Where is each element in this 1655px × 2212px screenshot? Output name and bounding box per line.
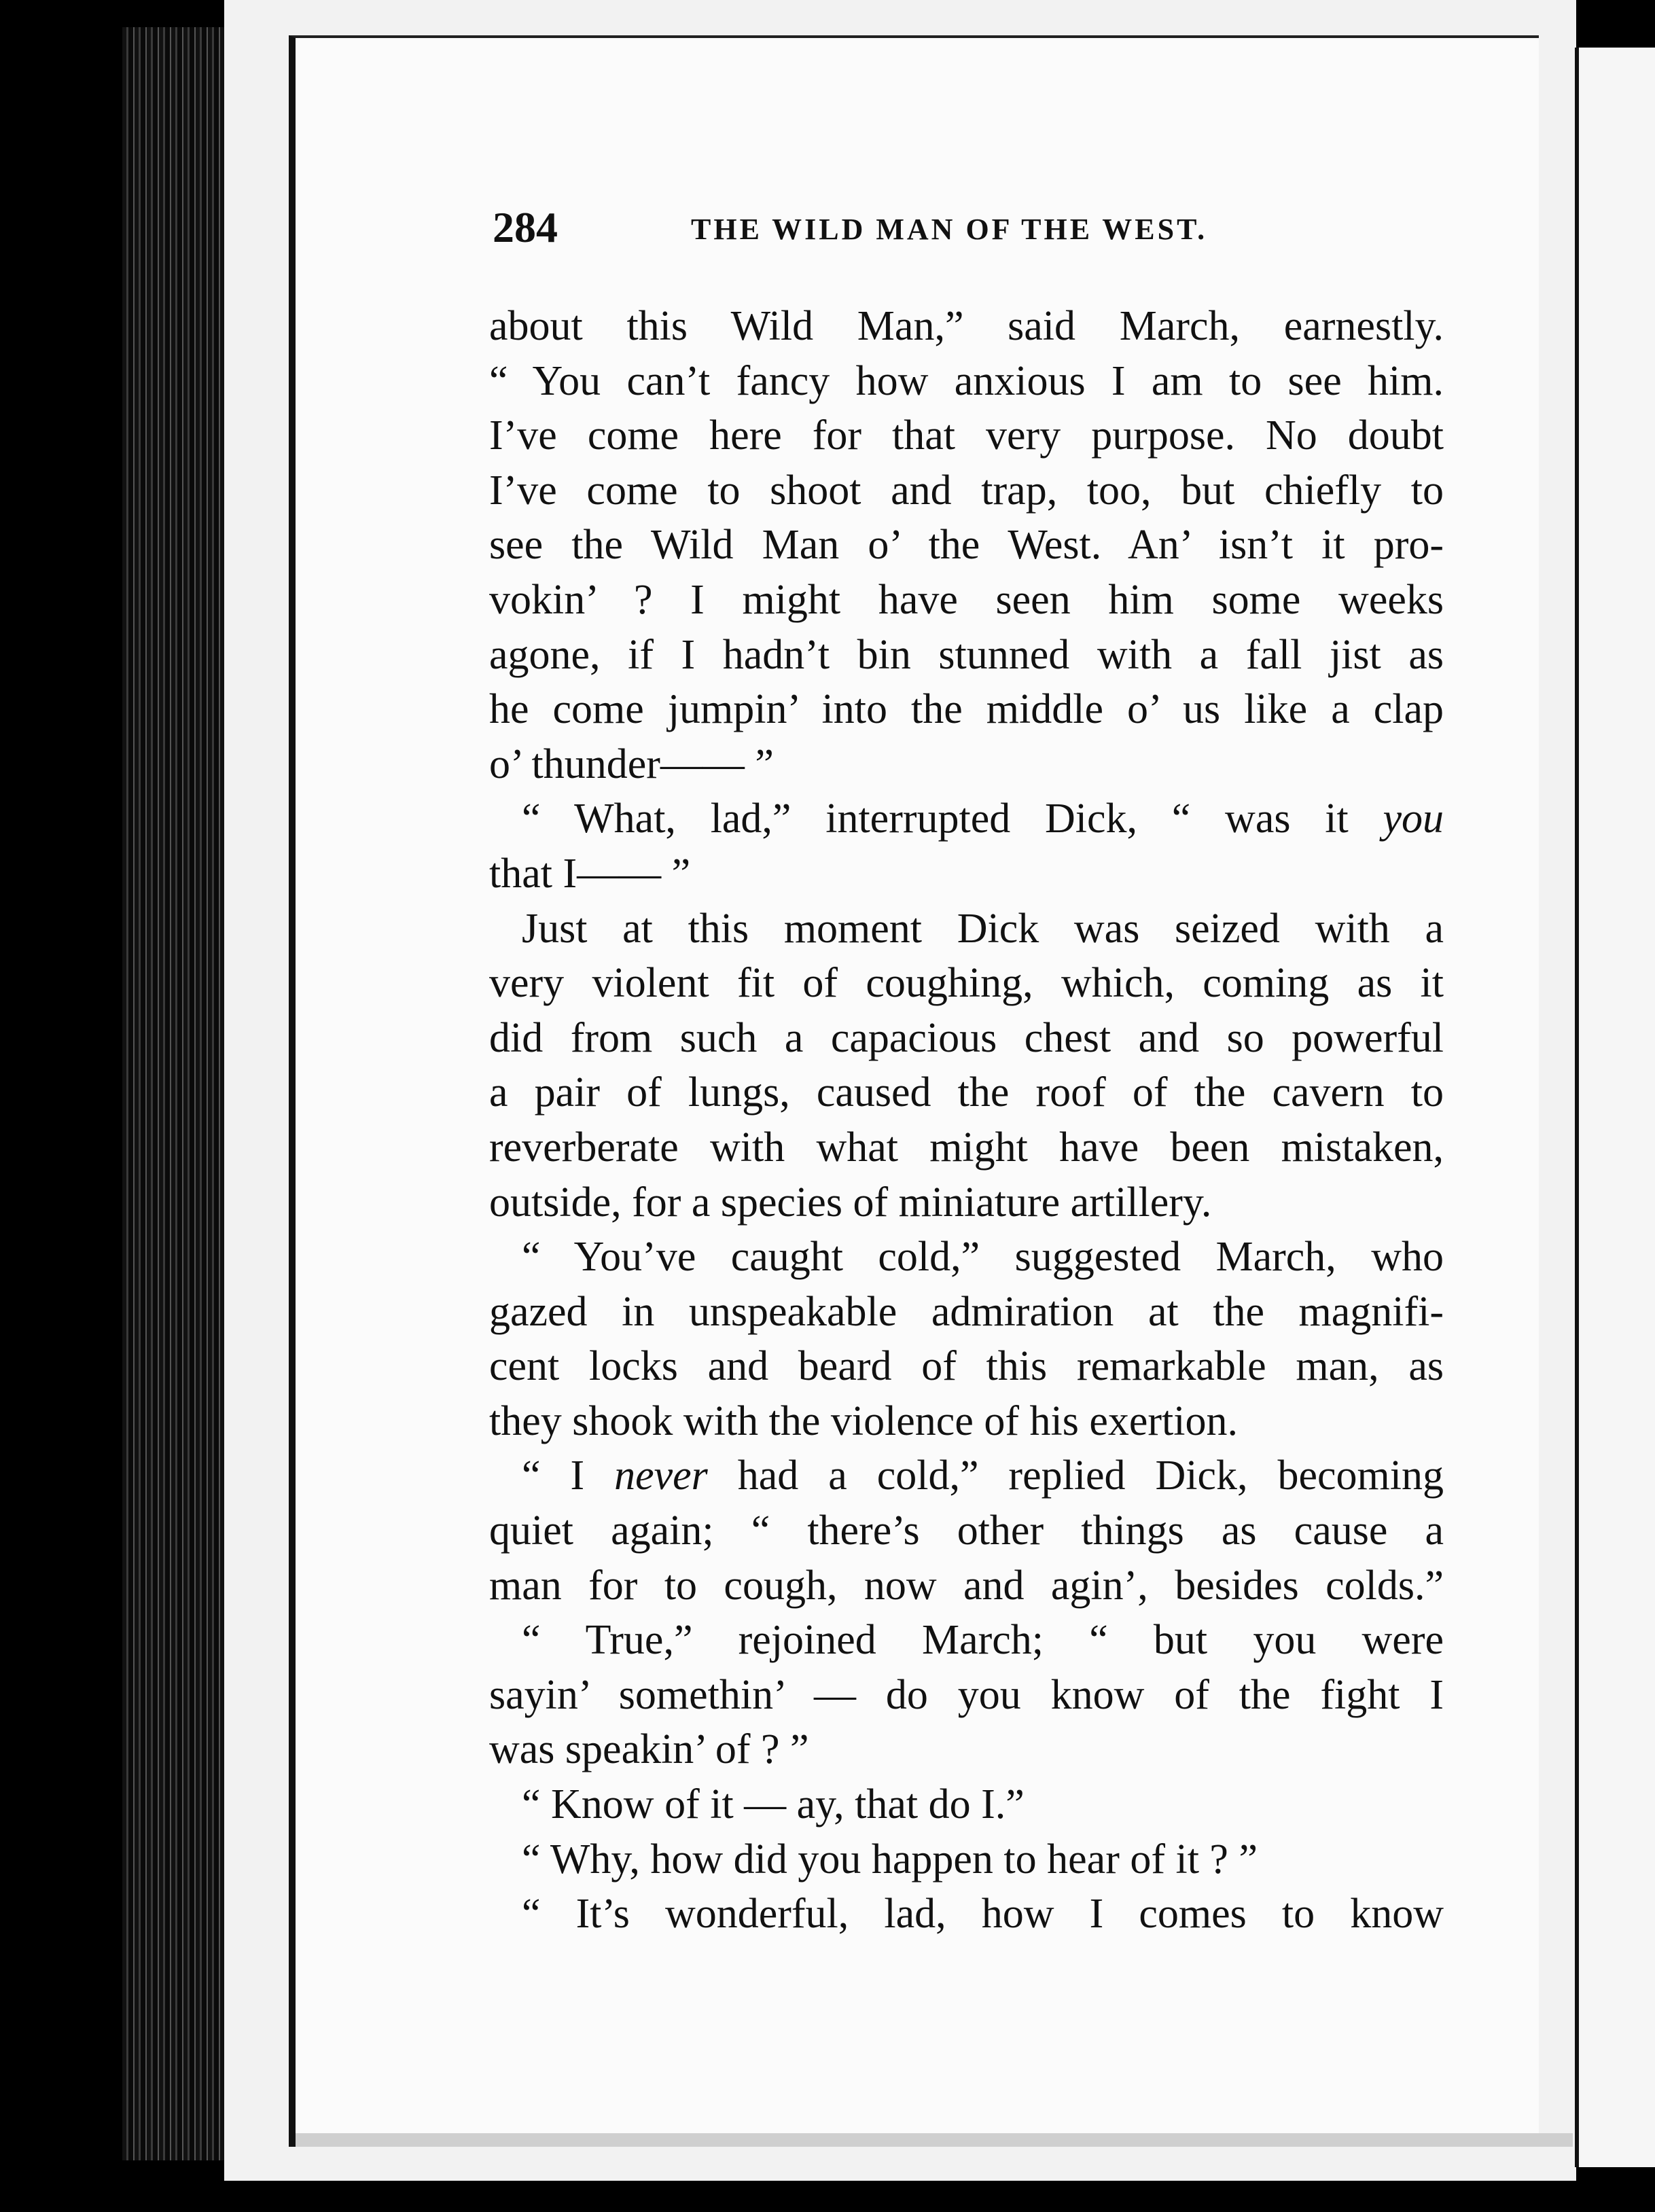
text-line: outside, for a species of miniature artillery. <box>489 1179 1212 1226</box>
text-line: “ What, lad,” interrupted Dick, “ was it you <box>522 796 1444 842</box>
text-line: “ It’s wonderful, lad, how I comes to know <box>522 1891 1444 1938</box>
text-line: vokin’ ? I might have seen him some weeks <box>489 576 1444 623</box>
text-line: see the Wild Man o’ the West. An’ isn’t it pro- <box>489 522 1444 569</box>
text-line: agone, if I hadn’t bin stunned with a fall jist as <box>489 631 1444 678</box>
text-line: they shook with the violence of his exertion. <box>489 1397 1238 1444</box>
page-bottom-edge <box>296 2133 1573 2147</box>
text-line: that I—— ” <box>489 850 691 897</box>
text-line: “ Why, how did you happen to hear of it ? ” <box>522 1836 1258 1883</box>
facing-page-sliver <box>1575 48 1655 2167</box>
text-line: “ You’ve caught cold,” suggested March, who <box>522 1234 1444 1281</box>
text-line: reverberate with what might have been mistaken, <box>489 1124 1444 1171</box>
text-line: “ Know of it — ay, that do I.” <box>522 1781 1025 1828</box>
text-line: I’ve come here for that very purpose. No doubt <box>489 412 1444 459</box>
text-line: sayin’ somethin’ — do you know of the fight I <box>489 1671 1444 1718</box>
text-line: was speakin’ of ? ” <box>489 1726 809 1773</box>
text-line: gazed in unspeakable admiration at the magnifi- <box>489 1288 1444 1335</box>
text-line: a pair of lungs, caused the roof of the cavern to <box>489 1069 1444 1116</box>
text-line: I’ve come to shoot and trap, too, but chiefly to <box>489 467 1444 514</box>
text-line: about this Wild Man,” said March, earnestly. <box>489 303 1444 349</box>
text-line: did from such a capacious chest and so powerful <box>489 1014 1444 1061</box>
running-title: THE WILD MAN OF THE WEST. <box>691 213 1208 246</box>
text-line: o’ thunder—— ” <box>489 741 774 787</box>
running-head <box>493 200 1267 255</box>
page-number: 284 <box>493 203 558 251</box>
text-line: “ I never had a cold,” replied Dick, becoming <box>522 1452 1444 1499</box>
body-text <box>489 299 1444 1942</box>
text-line: man for to cough, now and agin’, besides colds.” <box>489 1562 1444 1609</box>
text-line: he come jumpin’ into the middle o’ us like a clap <box>489 686 1444 733</box>
text-line: “ True,” rejoined March; “ but you were <box>522 1617 1444 1664</box>
text-line: quiet again; “ there’s other things as cause a <box>489 1508 1444 1554</box>
text-line: very violent fit of coughing, which, coming as it <box>489 960 1444 1007</box>
text-line: Just at this moment Dick was seized with a <box>522 905 1444 952</box>
text-line: “ You can’t fancy how anxious I am to see him. <box>489 357 1444 404</box>
text-line: cent locks and beard of this remarkable man, as <box>489 1343 1444 1390</box>
